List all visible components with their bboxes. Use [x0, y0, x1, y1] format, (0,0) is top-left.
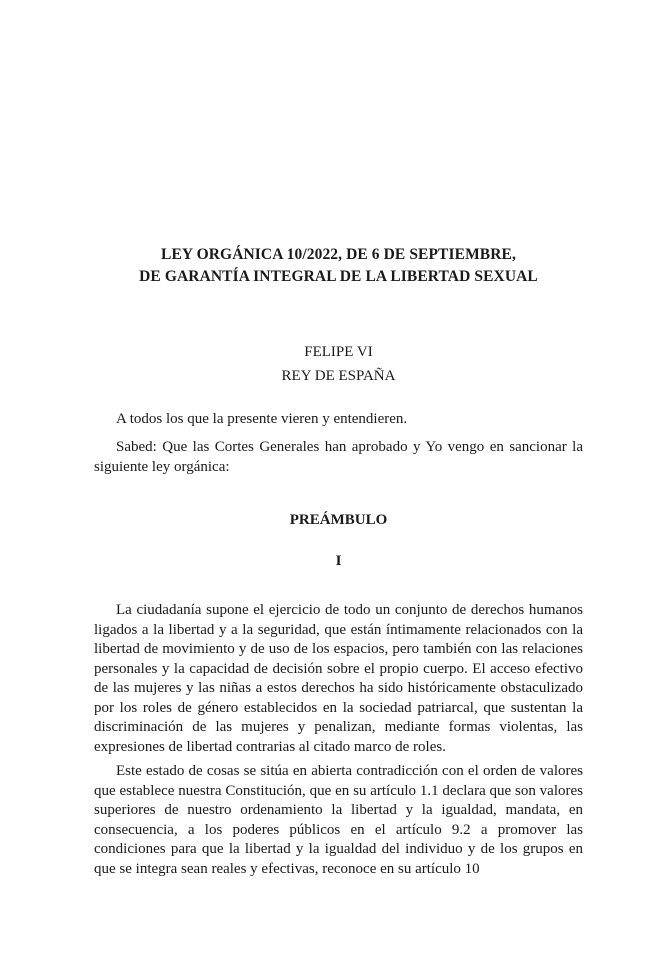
intro-paragraph-1: A todos los que la presente vieren y entendieren.	[116, 411, 408, 427]
preamble-heading: PREÁMBULO	[289, 512, 388, 528]
document-page	[94, 244, 583, 884]
preamble-body	[94, 601, 583, 879]
law-title	[94, 244, 583, 288]
law-title-line-1: LEY ORGÁNICA 10/2022, DE 6 DE SEPTIEMBRE,	[161, 246, 516, 263]
signatory-title: REY DE ESPAÑA	[281, 368, 396, 384]
section-numeral: I	[335, 553, 342, 569]
signatory-name: FELIPE VI	[304, 344, 373, 360]
body-paragraph-2: Este estado de cosas se sitúa en abierta contradicción con el orden de valores que establece nuestra Constitución, que en su artículo 1.1 declara que son valores superiores de nuestro ordenamiento la libertad y la igualdad, mandata, en consecuencia, a los poderes públicos en el artículo 9.2 a promover las condiciones para que la libertad y la igualdad del individuo y de los grupos en que se integra sean reales y efectivas, reconoce en su artículo 10	[94, 763, 583, 877]
body-paragraph-1: La ciudadanía supone el ejercicio de todo un conjunto de derechos humanos ligados a la libertad y a la seguridad, que están íntimamente relacionados con la libertad de movimiento y de uso de los espacios, pero también con las relaciones personales y la capacidad de decisión sobre el propio cuerpo. El acceso efectivo de las mujeres y las niñas a estos derechos ha sido históricamente obstaculizado por los roles de género establecidos en la sociedad patriarcal, que sustentan la discriminación de las mujeres y penalizan, mediante formas violentas, las expresiones de libertad contrarias al citado marco de roles.	[94, 602, 583, 755]
promulgation-formula	[94, 409, 583, 477]
law-title-line-2: DE GARANTÍA INTEGRAL DE LA LIBERTAD SEXUAL	[139, 268, 538, 285]
intro-paragraph-2: Sabed: Que las Cortes Generales han aprobado y Yo vengo en sancionar la siguiente ley orgánica:	[94, 439, 583, 475]
signatory-block	[94, 340, 583, 388]
